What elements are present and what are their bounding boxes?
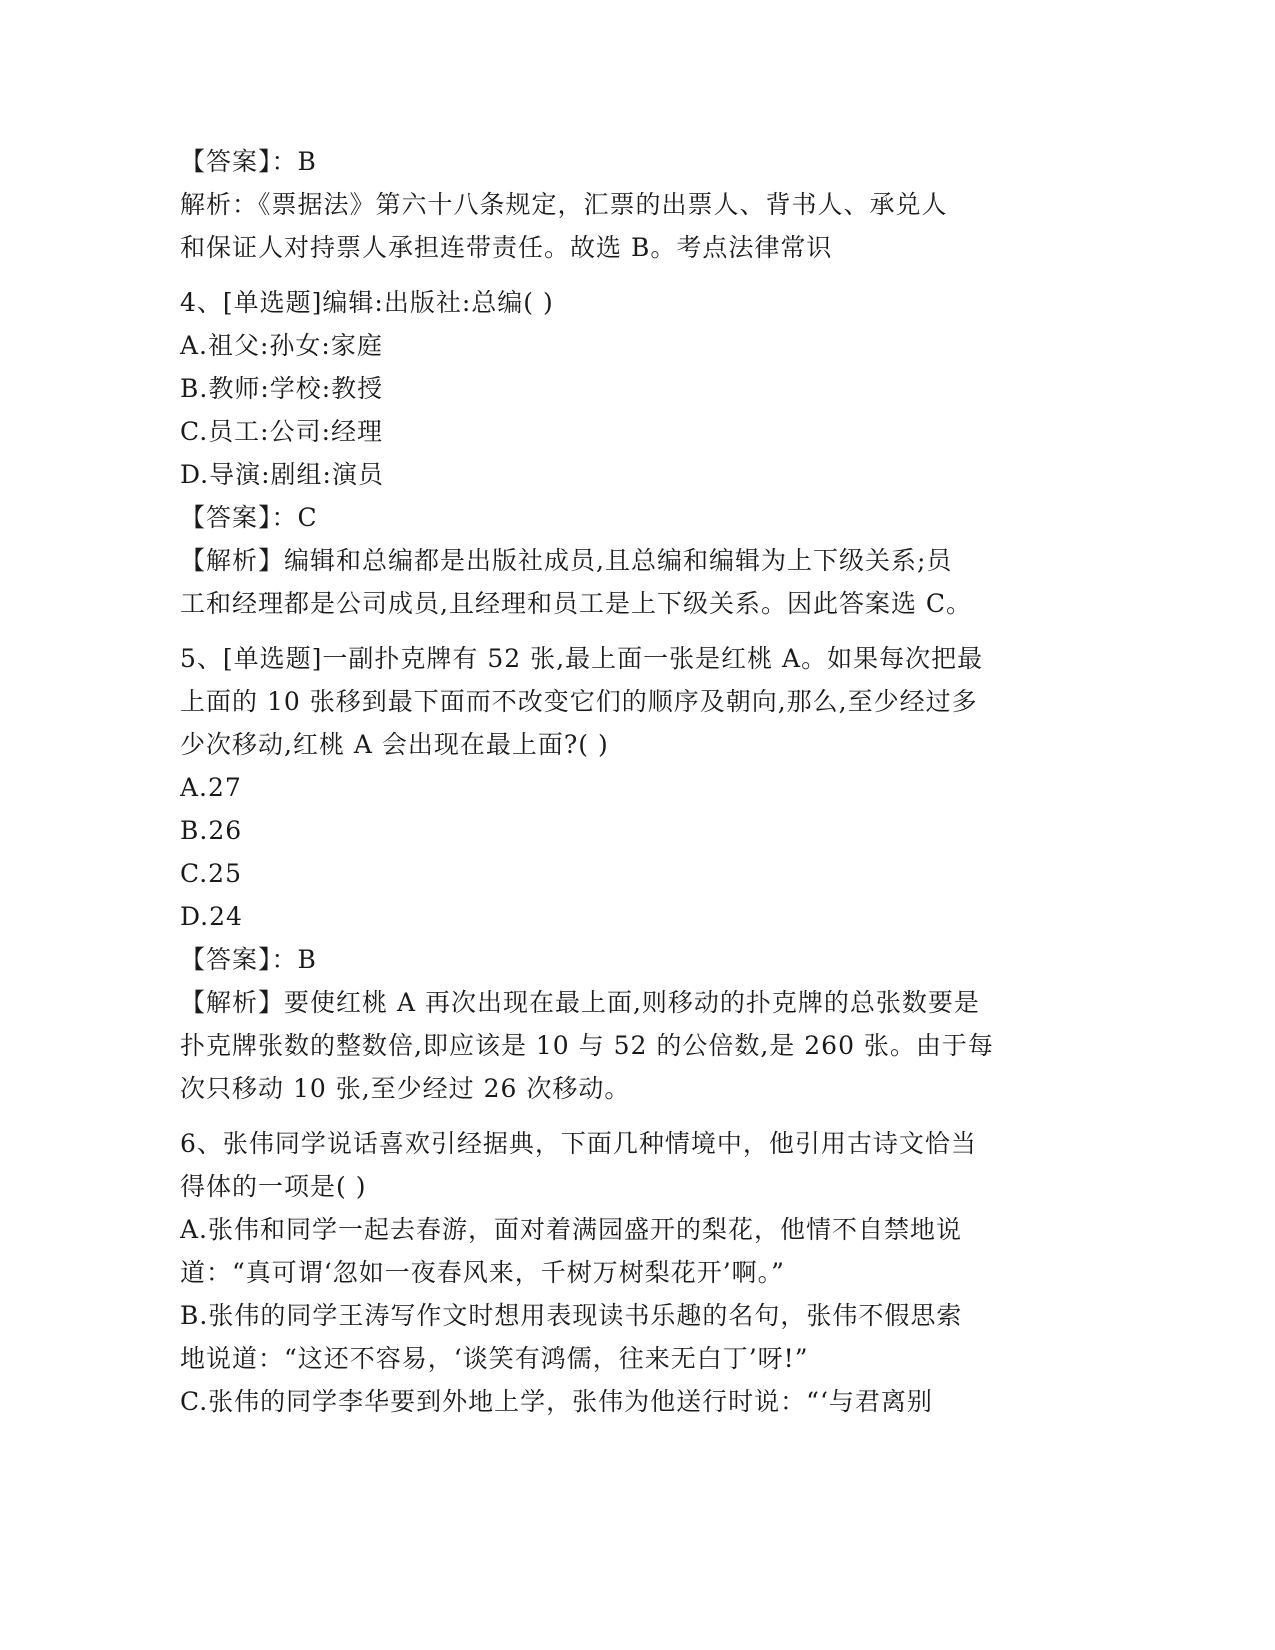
question-6-stem: 得体的一项是( ) <box>180 1172 367 1201</box>
page-content <box>180 140 1080 1423</box>
analysis-line: 次只移动 10 张,至少经过 26 次移动。 <box>180 1074 631 1103</box>
option-b: B.26 <box>180 816 243 845</box>
question-5-stem: 5、[单选题]一副扑克牌有 52 张,最上面一张是红桃 A。如果每次把最 <box>180 644 984 673</box>
analysis-line: 工和经理都是公司成员,且经理和员工是上下级关系。因此答案选 C。 <box>180 589 973 618</box>
question-4-stem: 4、[单选题]编辑:出版社:总编( ) <box>180 288 554 317</box>
analysis-line: 【解析】编辑和总编都是出版社成员,且总编和编辑为上下级关系;员 <box>180 546 953 575</box>
option-a: A.张伟和同学一起去春游，面对着满园盛开的梨花，他情不自禁地说 <box>180 1215 963 1244</box>
option-a: A.27 <box>180 773 242 802</box>
answer-line: 【答案】：C <box>180 503 318 532</box>
analysis-line: 扑克牌张数的整数倍,即应该是 10 与 52 的公倍数,是 260 张。由于每 <box>180 1031 994 1060</box>
question-5-stem: 上面的 10 张移到最下面而不改变它们的顺序及朝向,那么,至少经过多 <box>180 687 978 716</box>
option-b: B.张伟的同学王涛写作文时想用表现读书乐趣的名句，张伟不假思索 <box>180 1301 963 1330</box>
option-b: B.教师:学校:教授 <box>180 374 384 403</box>
answer-line: 【答案】：B <box>180 147 317 176</box>
option-a: A.祖父:孙女:家庭 <box>180 331 383 360</box>
option-c: C.25 <box>180 859 242 888</box>
analysis-line: 【解析】要使红桃 A 再次出现在最上面,则移动的扑克牌的总张数要是 <box>180 988 980 1017</box>
option-b: 地说道：“这还不容易，‘谈笑有鸿儒，往来无白丁’呀!” <box>180 1344 809 1373</box>
option-a: 道：“真可谓‘忽如一夜春风来，千树万树梨花开’啊。” <box>180 1258 785 1287</box>
option-c: C.员工:公司:经理 <box>180 417 384 446</box>
option-d: D.导演:剧组:演员 <box>180 460 384 489</box>
option-d: D.24 <box>180 902 243 931</box>
question-6-stem: 6、张伟同学说话喜欢引经据典，下面几种情境中，他引用古诗文恰当 <box>180 1129 977 1158</box>
answer-line: 【答案】：B <box>180 945 317 974</box>
analysis-line: 和保证人对持票人承担连带责任。故选 B。考点法律常识 <box>180 233 833 262</box>
analysis-line: 解析：《票据法》第六十八条规定，汇票的出票人、背书人、承兑人 <box>180 190 948 219</box>
option-c: C.张伟的同学李华要到外地上学，张伟为他送行时说：“‘与君离别 <box>180 1387 933 1416</box>
question-5-stem: 少次移动,红桃 A 会出现在最上面?( ) <box>180 730 609 759</box>
